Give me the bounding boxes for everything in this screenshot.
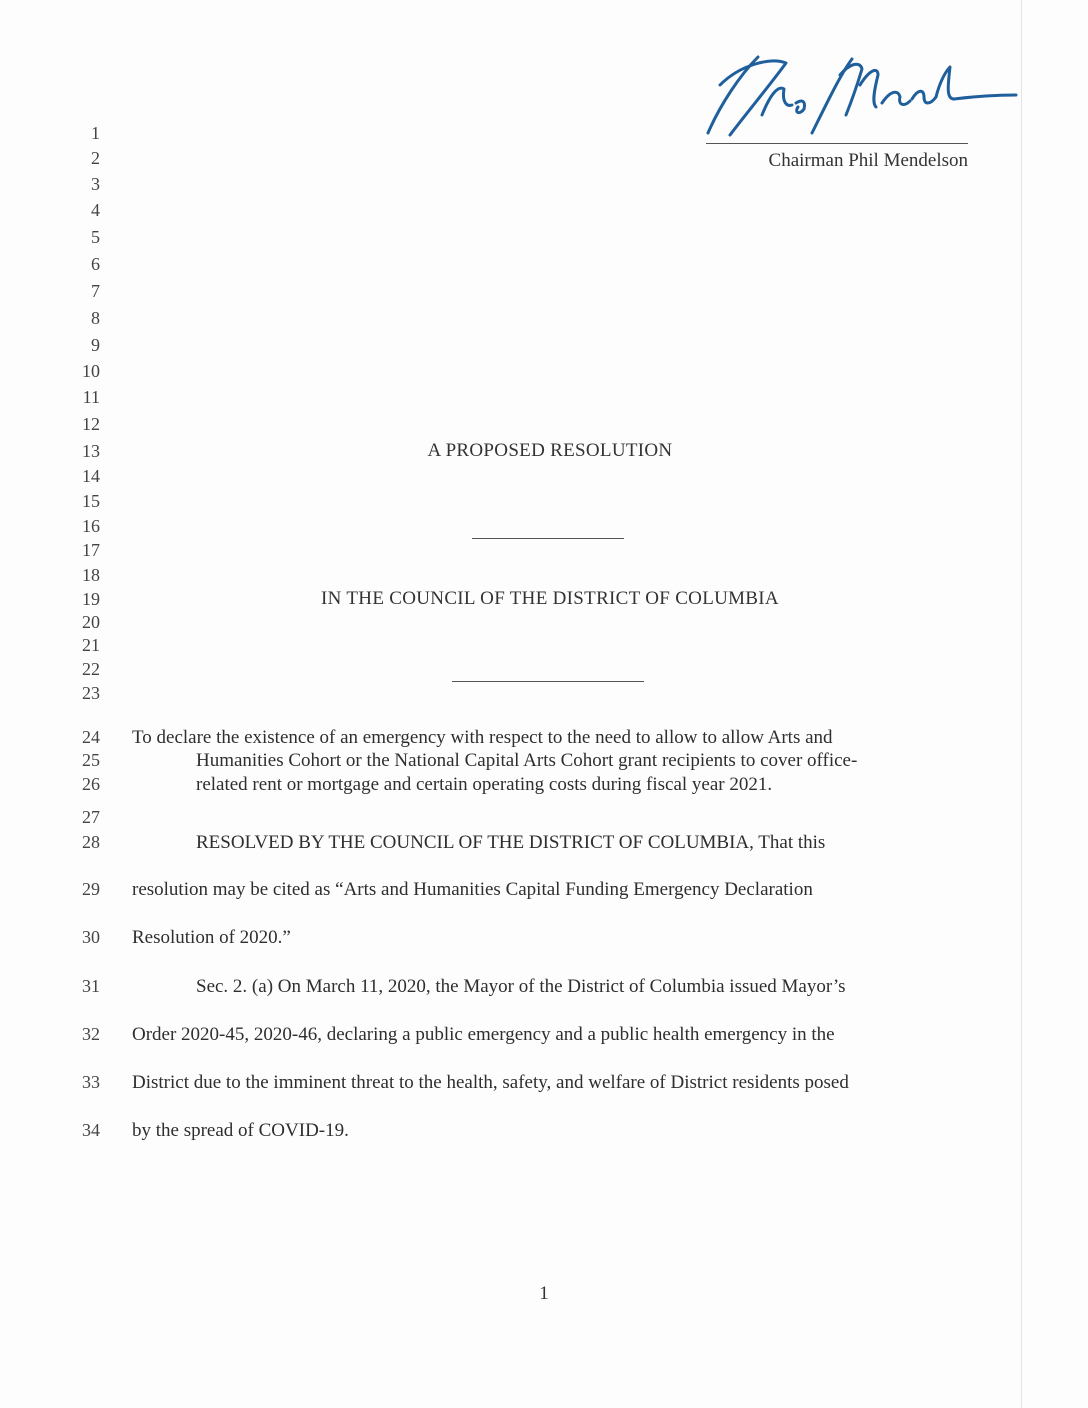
line-number: 7 [91, 281, 100, 301]
line-number: 18 [82, 565, 100, 585]
line-number: 23 [82, 683, 100, 703]
line-number: 9 [91, 335, 100, 355]
line-number: 16 [82, 516, 100, 536]
signature-line [706, 143, 968, 144]
line-number: 33 [82, 1072, 100, 1092]
purpose-line-2: Humanities Cohort or the National Capital Arts Cohort grant recipients to cover office- [196, 750, 858, 771]
council-heading: IN THE COUNCIL OF THE DISTRICT OF COLUMBIA [321, 588, 779, 609]
section-2-line-3: District due to the imminent threat to the health, safety, and welfare of District residents posed [132, 1072, 849, 1093]
line-number: 30 [82, 927, 100, 947]
line-number: 12 [82, 414, 100, 434]
line-number: 28 [82, 832, 100, 852]
line-number: 22 [82, 659, 100, 679]
heading-rule [472, 538, 624, 539]
line-number: 17 [82, 540, 100, 560]
line-number: 32 [82, 1024, 100, 1044]
line-number: 34 [82, 1120, 100, 1140]
line-number: 24 [82, 727, 100, 747]
line-number: 21 [82, 635, 100, 655]
line-number: 4 [91, 200, 100, 220]
purpose-line-3: related rent or mortgage and certain operating costs during fiscal year 2021. [196, 774, 773, 795]
line-number: 13 [82, 441, 100, 461]
section-2-line-1: Sec. 2. (a) On March 11, 2020, the Mayor of the District of Columbia issued Mayor’s [196, 976, 846, 997]
citation-line-2: Resolution of 2020.” [132, 927, 291, 948]
line-number: 20 [82, 612, 100, 632]
resolved-clause: RESOLVED BY THE COUNCIL OF THE DISTRICT OF COLUMBIA, That this [196, 832, 826, 853]
resolution-heading: A PROPOSED RESOLUTION [427, 440, 673, 461]
line-number: 8 [91, 308, 100, 328]
line-number: 11 [82, 387, 100, 407]
section-2-line-4: by the spread of COVID-19. [132, 1120, 349, 1141]
heading-rule [452, 681, 644, 682]
line-number: 31 [82, 976, 100, 996]
page-edge-shadow [1021, 0, 1022, 1408]
line-number: 15 [82, 491, 100, 511]
line-number: 26 [82, 774, 100, 794]
line-number: 6 [91, 254, 100, 274]
line-number: 25 [82, 750, 100, 770]
handwritten-signature [700, 45, 1020, 140]
section-2-line-2: Order 2020-45, 2020-46, declaring a public emergency and a public health emergency in the [132, 1024, 835, 1045]
line-number: 14 [82, 466, 100, 486]
line-number: 3 [91, 174, 100, 194]
line-number: 1 [91, 123, 100, 143]
line-number: 5 [91, 227, 100, 247]
signatory-name: Chairman Phil Mendelson [768, 150, 968, 171]
line-number: 29 [82, 879, 100, 899]
line-number: 19 [82, 589, 100, 609]
page-number: 1 [539, 1283, 549, 1304]
line-number: 2 [91, 148, 100, 168]
line-number: 27 [82, 807, 100, 827]
citation-line: resolution may be cited as “Arts and Humanities Capital Funding Emergency Declaration [132, 879, 813, 900]
line-number: 10 [82, 361, 100, 381]
purpose-line-1: To declare the existence of an emergency with respect to the need to allow to allow Arts and [132, 727, 833, 748]
